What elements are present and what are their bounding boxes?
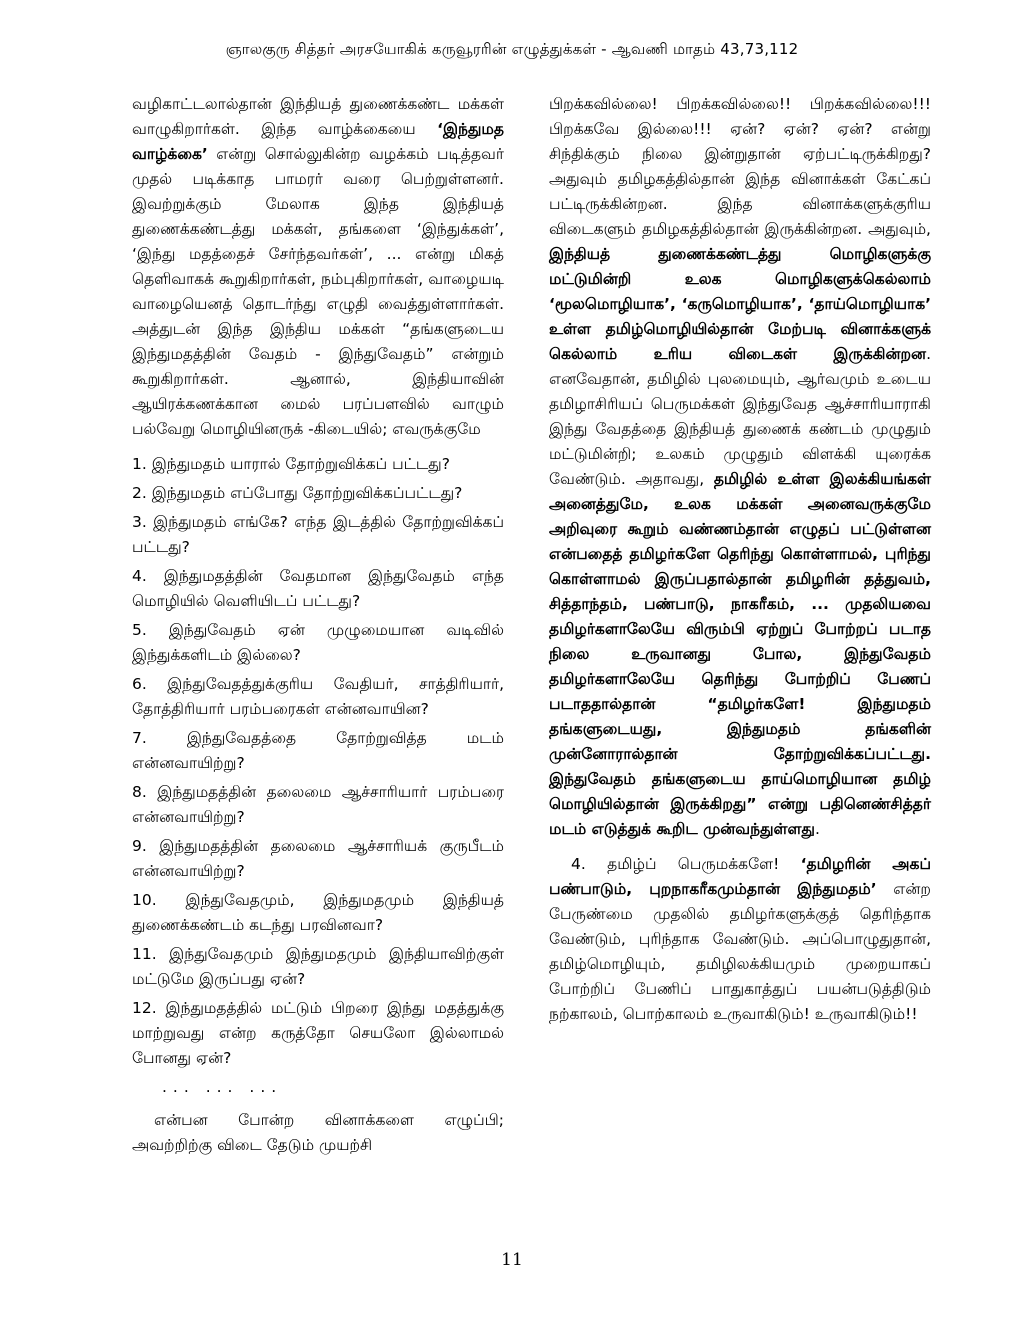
question-item: 1. இந்துமதம் யாரால் தோற்றுவிக்கப் பட்டது? (132, 455, 450, 473)
bold-run: ‘இந்துமத வாழ்க்கை’ (132, 120, 504, 163)
text-run: வழிகாட்டலால்தான் இந்தியத் துணைக்கண்ட மக்கள் வாழுகிறார்கள். இந்த வாழ்க்கையை (132, 95, 504, 138)
page-number: 11 (501, 1250, 523, 1270)
bold-run: தமிழில் உள்ள இலக்கியங்கள் அனைத்துமே, உலக மக்கள் அனைவருக்குமே அறிவுரை கூறும் வண்ணம்தான் எழுதப் பட்டுள்ளன என்பதைத் தமிழர்களே தெரிந்து கொள்ளாமல், புரிந்து கொள்ளாமல் இருப்பதால்தான் தமிழரின் தத்துவம், சித்தாந்தம், பண்பாடு, நாகரீகம், ... முதலியவை தமிழர்களாலேயே விரும்பி ஏற்றுப் போற்றப் படாத நிலை உருவானது போல, இந்துவேதம் தமிழர்களாலேயே தெரிந்து போற்றிப் பேணப் படாததால்தான் “தமிழர்களே! இந்துமதம் தங்களுடையது, இந்துமதம் தங்களின் முன்னோரால்தான் தோற்றுவிக்கப்பட்டது. இந்துவேதம் தங்களுடைய தாய்மொழியான தமிழ் மொழியில்தான் இருக்கிறது” என்று பதினெண்சித்தர் மடம் எடுத்துக் கூறிட முன்வந்துள்ளது (549, 470, 931, 838)
question-item: 7. இந்துவேதத்தை தோற்றுவித்த மடம் என்னவாயிற்று? (132, 729, 504, 772)
question-item: 8. இந்துமதத்தின் தலைமை ஆச்சாரியார் பரம்பரை என்னவாயிற்று? (132, 783, 504, 826)
running-header: ஞாலகுரு சித்தர் அரசயோகிக் கருவூரரின் எழுத்துக்கள் - ஆவணி மாதம் 43,73,112 (225, 40, 799, 58)
question-item: 12. இந்துமதத்தில் மட்டும் பிறரை இந்து மதத்துக்கு மாற்றுவது என்ற கருத்தோ செயலோ இல்லாமல் போனது ஏன்? (132, 999, 504, 1067)
question-item: 4. இந்துமதத்தின் வேதமான இந்துவேதம் எந்த மொழியில் வெளியிடப் பட்டது? (132, 567, 504, 610)
ellipsis-dots: ... ... ... (162, 1078, 283, 1096)
left-closing-paragraph: என்பன போன்ற வினாக்களை எழுப்பி; அவற்றிற்கு விடை தேடும் முயற்சி (132, 1111, 504, 1154)
question-item: 6. இந்துவேதத்துக்குரிய வேதியர், சாத்திரியார், தோத்திரியார் பரம்பரைகள் என்னவாயின? (132, 675, 504, 718)
question-item: 3. இந்துமதம் எங்கே? எந்த இடத்தில் தோற்றுவிக்கப் பட்டது? (132, 513, 504, 556)
text-run: . எனவேதான், தமிழில் புலமையும், ஆர்வமும் உடைய தமிழாசிரியப் பெருமக்கள் இந்துவேத ஆச்சாரியாராகி இந்து வேதத்தை இந்தியத் துணைக் கண்டம் முழுதும் மட்டுமின்றி; உலகம் முழுதும் விளக்கி யுரைக்க வேண்டும். அதாவது, (549, 345, 931, 488)
question-item: 11. இந்துவேதமும் இந்துமதமும் இந்தியாவிற்குள் மட்டுமே இருப்பது ஏன்? (132, 945, 504, 988)
right-paragraph-2 (549, 852, 931, 1027)
bold-run: ‘தமிழரின் அகப் பண்பாடும், புறநாகரீகமும்தான் இந்துமதம்’ (549, 855, 931, 898)
bold-run: இந்தியத் துணைக்கண்டத்து மொழிகளுக்கு மட்டுமின்றி உலக மொழிகளுக்கெல்லாம் ‘மூலமொழியாக’, ‘கருமொழியாக’, ‘தாய்மொழியாக’ உள்ள தமிழ்மொழியில்தான் மேற்படி வினாக்களுக் கெல்லாம் உரிய விடைகள் இருக்கின்றன (549, 245, 931, 363)
question-item: 10. இந்துவேதமும், இந்துமதமும் இந்தியத் துணைக்கண்டம் கடந்து பரவினவா? (132, 891, 504, 934)
question-list (132, 452, 504, 1071)
question-item: 9. இந்துமதத்தின் தலைமை ஆச்சாரியக் குருபீடம் என்னவாயிற்று? (132, 837, 504, 880)
question-item: 2. இந்துமதம் எப்போது தோற்றுவிக்கப்பட்டது? (132, 484, 463, 502)
text-run: என்ற பேருண்மை முதலில் தமிழர்களுக்குத் தெரிந்தாக வேண்டும், புரிந்தாக வேண்டும். அப்பொழுதுதான், தமிழ்மொழியும், தமிழிலக்கியமும் முறையாகப் போற்றிப் பேணிப் பாதுகாத்துப் பயன்படுத்திடும் நற்காலம், பொற்காலம் உருவாகிடும்! உருவாகிடும்!! (549, 880, 931, 1023)
right-paragraph-1 (549, 92, 931, 842)
text-run: பிறக்கவில்லை! பிறக்கவில்லை!! பிறக்கவில்லை!!! பிறக்கவே இல்லை!!! ஏன்? ஏன்? ஏன்? என்று சிந்திக்கும் நிலை இன்றுதான் ஏற்பட்டிருக்கிறது? அதுவும் தமிழகத்தில்தான் இந்த வினாக்கள் கேட்கப் பட்டிருக்கின்றன. இந்த வினாக்களுக்குரிய விடைகளும் தமிழகத்தில்தான் இருக்கின்றன. அதுவும், (549, 95, 931, 238)
question-item: 5. இந்துவேதம் ஏன் முழுமையான வடிவில் இந்துக்களிடம் இல்லை? (132, 621, 504, 664)
text-run: . (814, 820, 820, 838)
text-run: 4. தமிழ்ப் பெருமக்களே! (571, 855, 801, 873)
text-run: என்று சொல்லுகின்ற வழக்கம் படித்தவர் முதல் படிக்காத பாமரர் வரை பெற்றுள்ளனர். இவற்றுக்கும் மேலாக இந்த இந்தியத் துணைக்கண்டத்து மக்கள், தங்களை ‘இந்துக்கள்’, ‘இந்து மதத்தைச் சேர்ந்தவர்கள்’, ... என்று மிகத் தெளிவாகக் கூறுகிறார்கள், நம்புகிறார்கள், வாழையடி வாழையெனத் தொடர்ந்து எழுதி வைத்துள்ளார்கள். அத்துடன் இந்த இந்திய மக்கள் “தங்களுடைய இந்துமதத்தின் வேதம் - இந்துவேதம்” என்றும் கூறுகிறார்கள். ஆனால், இந்தியாவின் ஆயிரக்கணக்கான மைல் பரப்பளவில் வாழும் பல்வேறு மொழியினருக் -கிடையில்; எவருக்குமே (132, 145, 504, 438)
left-column (132, 92, 504, 1158)
left-intro-paragraph (132, 92, 504, 442)
right-column (549, 92, 931, 1027)
